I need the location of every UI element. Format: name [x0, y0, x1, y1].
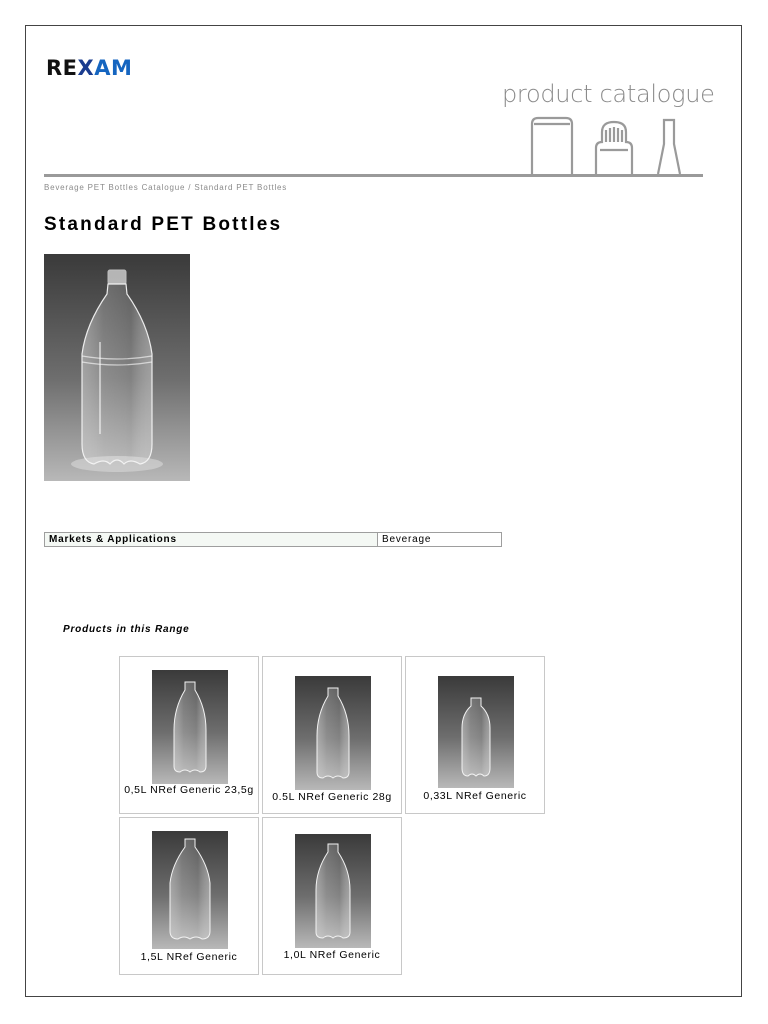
header-divider [44, 174, 703, 177]
catalogue-page [25, 25, 742, 997]
product-card[interactable] [119, 656, 259, 814]
markets-applications-label: Markets & Applications [45, 533, 378, 546]
product-thumbnail[interactable] [152, 670, 228, 784]
product-name[interactable]: 0,5L NRef Generic 23,5g [124, 784, 254, 796]
product-name[interactable]: 0.5L NRef Generic 28g [272, 791, 392, 803]
product-thumbnail[interactable] [295, 834, 371, 948]
product-card[interactable] [119, 817, 259, 975]
product-card[interactable] [262, 817, 402, 975]
product-card[interactable] [262, 656, 402, 814]
page-title: Standard PET Bottles [44, 214, 283, 235]
markets-applications-value: Beverage [382, 534, 432, 545]
container-outlines-icon [526, 114, 706, 176]
hero-bottle-image [44, 254, 190, 481]
product-thumbnail[interactable] [438, 676, 514, 788]
product-name[interactable]: 0,33L NRef Generic [423, 790, 527, 802]
catalogue-heading: product catalogue [502, 80, 715, 108]
breadcrumb[interactable]: Beverage PET Bottles Catalogue / Standard PET Bottles [44, 183, 288, 192]
product-name[interactable]: 1,5L NRef Generic [140, 951, 238, 963]
product-thumbnail[interactable] [295, 676, 371, 790]
product-thumbnail[interactable] [152, 831, 228, 949]
products-grid [119, 656, 549, 971]
products-range-heading: Products in this Range [63, 624, 190, 635]
product-name[interactable]: 1,0L NRef Generic [283, 949, 381, 961]
product-card[interactable] [405, 656, 545, 814]
specs-table [44, 532, 502, 547]
rexam-logo[interactable]: REXAM [46, 56, 133, 80]
